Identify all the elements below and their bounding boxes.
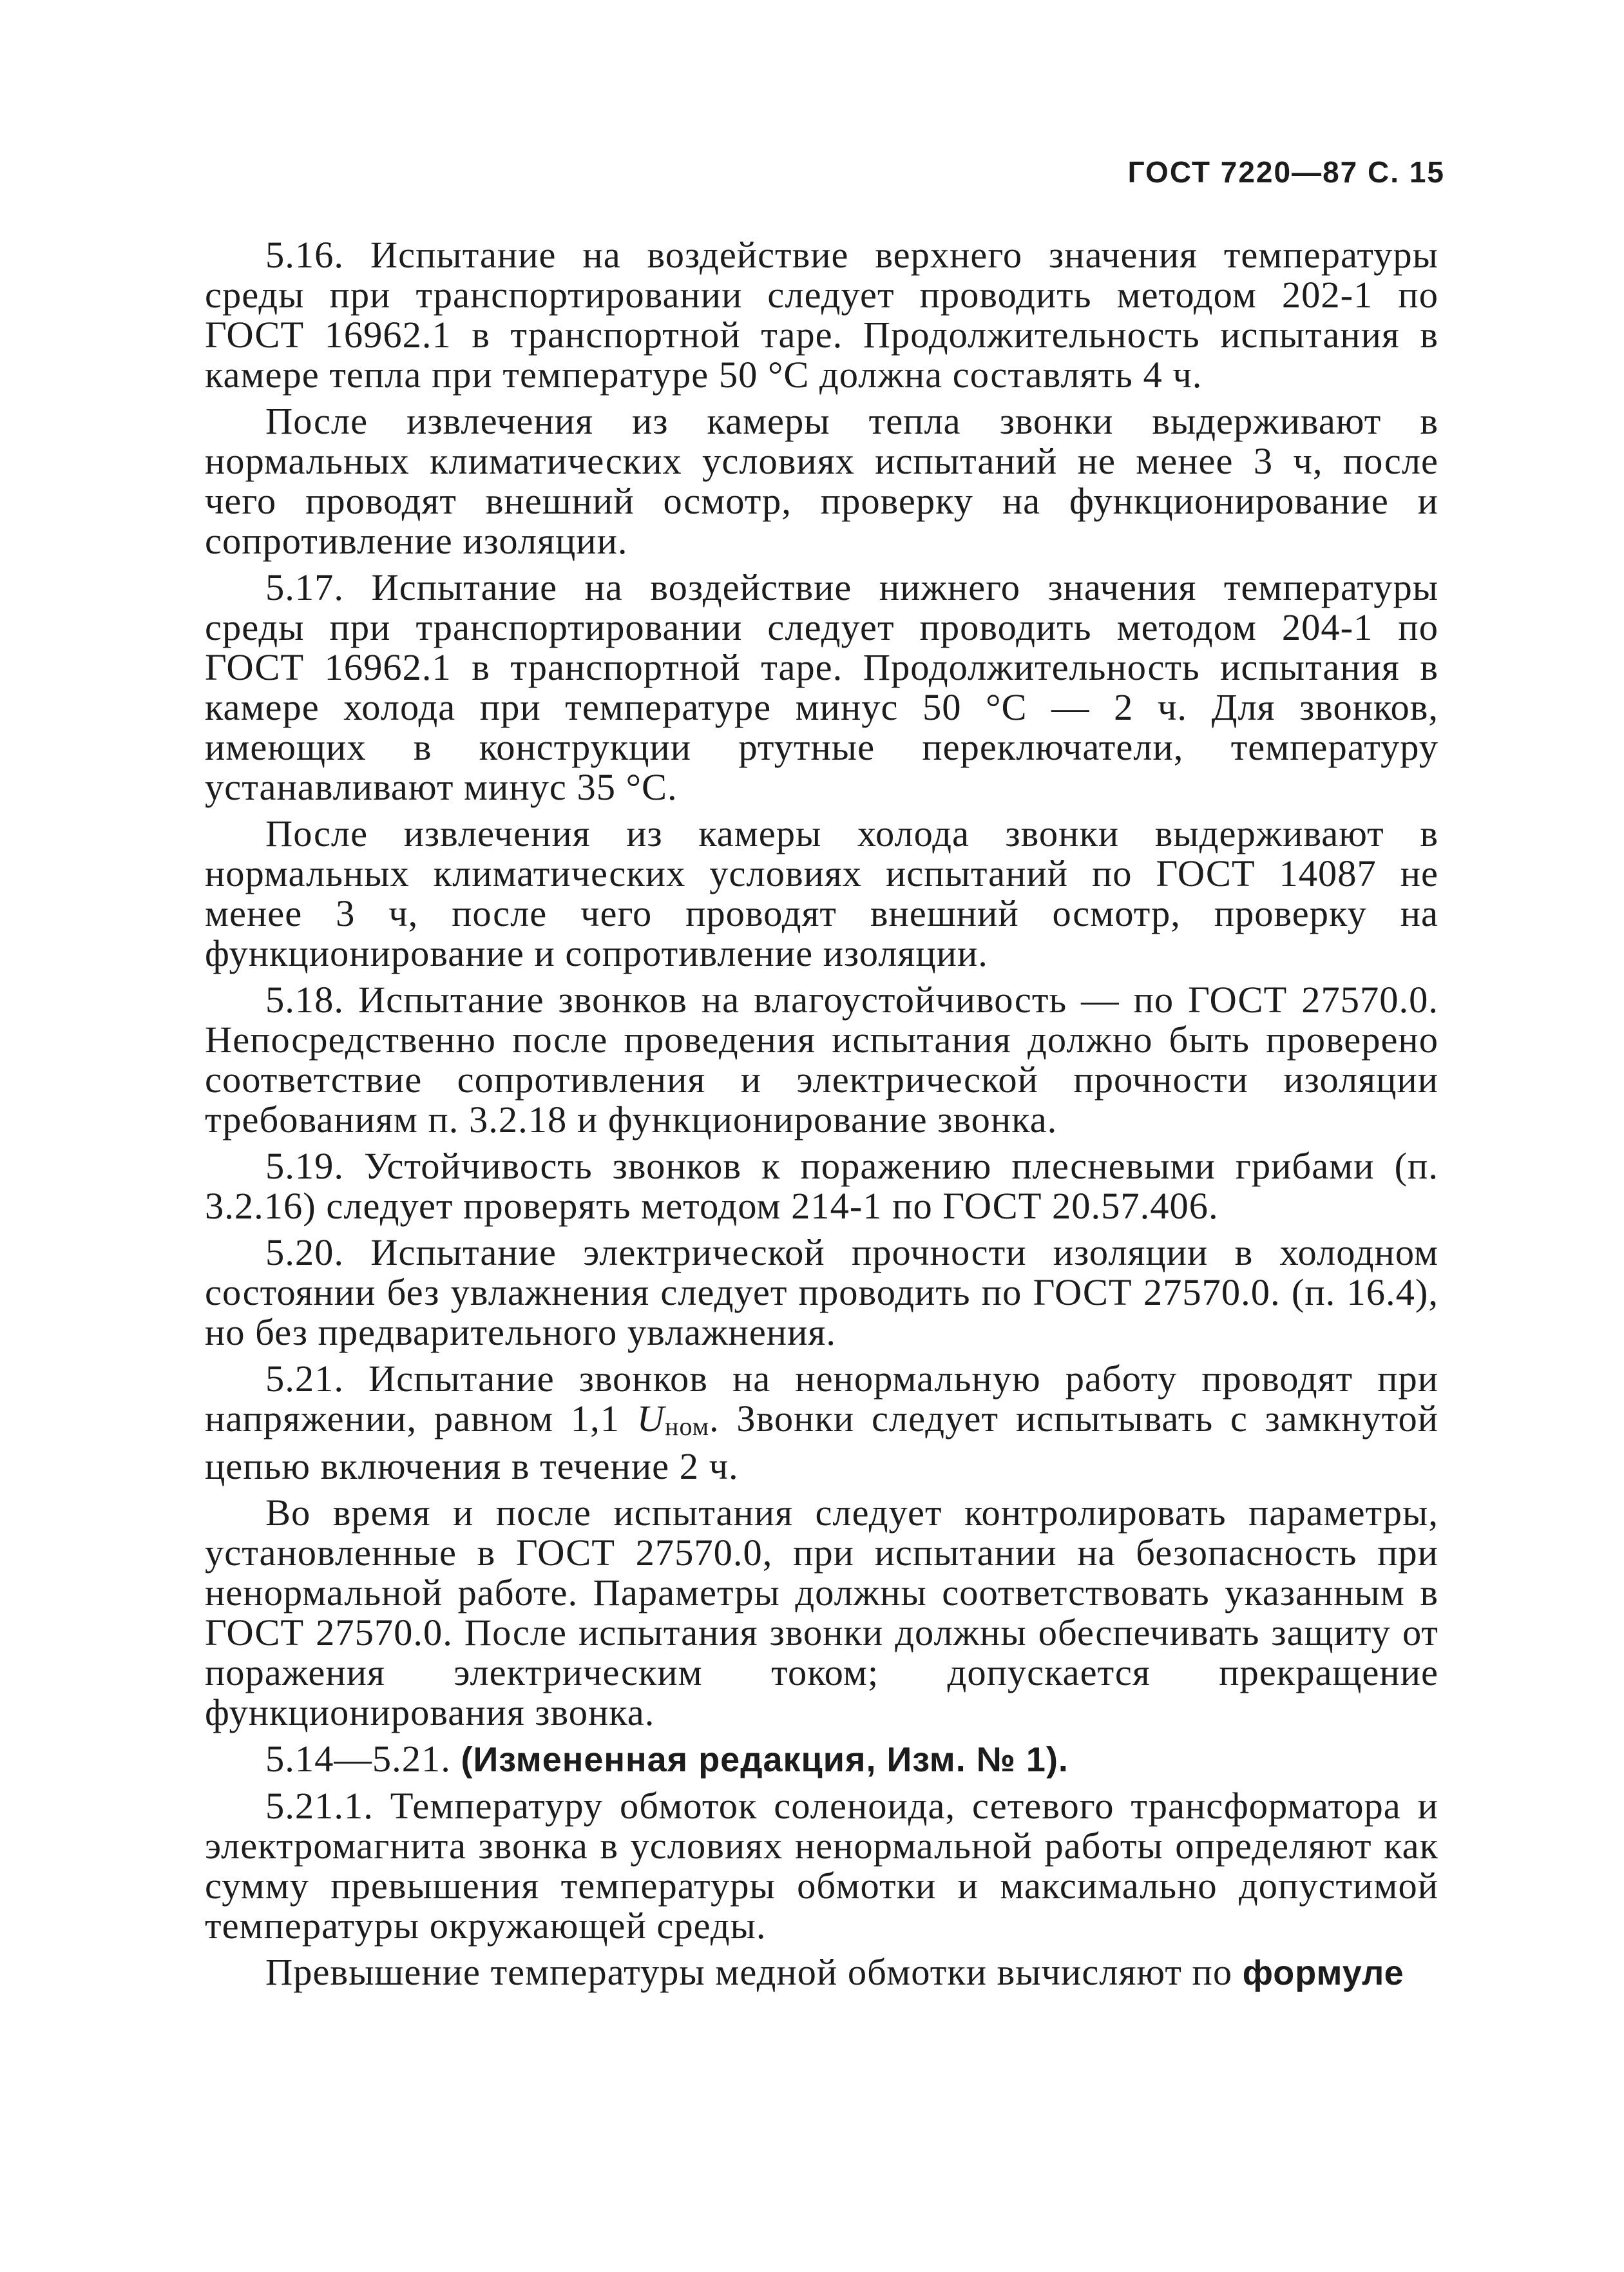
paragraph-5-17-continued: После извлечения из камеры холода звонки выдерживают в нормальных климатических условиях испытаний по ГОСТ 14087 не менее 3 ч, после чего проводят внешний осмотр, проверку на функционирование и сопротивление изоляции. xyxy=(205,813,1438,974)
paragraph-5-21-continued: Во время и после испытания следует контролировать параметры, установленные в ГОСТ 27570.0, при испытании на безопасность при ненормальной работе. Параметры должны соответствовать указанным в ГОСТ 27570.0. После испытания звонки должны обеспечивать защиту от поражения электрическим током; допускается прекращение функционирования звонка. xyxy=(205,1492,1438,1733)
formula-word: формуле xyxy=(1242,1954,1404,1992)
paragraph-5-21-text-end: . Звонки следует испытывать с замкнутой цепью включения в течение 2 ч. xyxy=(205,1398,1438,1487)
page-header: ГОСТ 7220—87 С. 15 xyxy=(1127,155,1445,189)
formula-intro-text: Превышение температуры медной обмотки вычисляют по xyxy=(265,1951,1233,1993)
paragraph-change-note xyxy=(205,1739,1438,1780)
document-body xyxy=(205,235,1438,1999)
paragraph-5-18: 5.18. Испытание звонков на влагоустойчивость — по ГОСТ 27570.0. Непосредственно после проведения испытания должно быть проверено соответствие сопротивления и электрической прочности изоляции требованиям п. 3.2.18 и функционирование звонка. xyxy=(205,979,1438,1141)
paragraph-5-21-text-start: 5.21. Испытание звонков на ненормальную работу проводят при напряжении, равном 1,1 xyxy=(205,1358,1438,1439)
paragraph-5-21 xyxy=(205,1359,1438,1487)
paragraph-5-16-continued: После извлечения из камеры тепла звонки выдерживают в нормальных климатических условиях испытаний не менее 3 ч, после чего проводят внешний осмотр, проверку на функционирование и сопротивление изоляции. xyxy=(205,400,1438,562)
voltage-symbol: U xyxy=(636,1398,665,1439)
paragraph-5-17: 5.17. Испытание на воздействие нижнего значения температуры среды при транспортировании следует проводить методом 204-1 по ГОСТ 16962.1 в транспортной таре. Продолжительность испытания в камере холода при температуре минус 50 °С — 2 ч. Для звонков, имеющих в конструкции ртутные переключатели, температуру устанавливают минус 35 °С. xyxy=(205,566,1438,808)
voltage-subscript: ном xyxy=(665,1412,710,1441)
paragraph-5-16: 5.16. Испытание на воздействие верхнего значения температуры среды при транспортировании следует проводить методом 202-1 по ГОСТ 16962.1 в транспортной таре. Продолжительность испытания в камере тепла при температуре 50 °С должна составлять 4 ч. xyxy=(205,234,1438,396)
paragraph-5-20: 5.20. Испытание электрической прочности изоляции в холодном состоянии без увлажнения следует проводить по ГОСТ 27570.0. (п. 16.4), но без предварительного увлажнения. xyxy=(205,1231,1438,1353)
change-note-label: (Измененная редакция, Изм. № 1). xyxy=(461,1740,1069,1779)
change-note-range: 5.14—5.21. xyxy=(265,1738,451,1780)
paragraph-5-19: 5.19. Устойчивость звонков к поражению плесневыми грибами (п. 3.2.16) следует проверять методом 214-1 по ГОСТ 20.57.406. xyxy=(205,1145,1438,1227)
paragraph-5-21-1: 5.21.1. Температуру обмоток соленоида, сетевого трансформатора и электромагнита звонка в условиях ненормальной работы определяют как сумму превышения температуры обмотки и максимально допустимой температуры окружающей среды. xyxy=(205,1785,1438,1947)
paragraph-formula-intro xyxy=(205,1952,1438,1993)
